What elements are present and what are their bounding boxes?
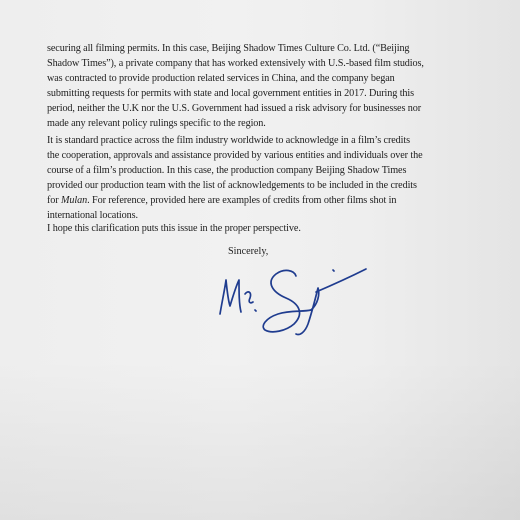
signature-stroke: [333, 270, 334, 271]
paragraph-line: course of a film’s production. In this case, the production company Beijing Shadow Times: [47, 165, 407, 176]
paragraph-line: I hope this clarification puts this issue in the proper perspective.: [47, 223, 301, 234]
paragraph-line: period, neither the U.K nor the U.S. Government had issued a risk advisory for businesses nor: [47, 103, 422, 114]
line-suffix: . For reference, provided here are examples of credits from other films shot in: [87, 195, 397, 206]
paragraph-line: provided our production team with the list of acknowledgements to be included in the credits: [47, 180, 417, 191]
closing-salutation: Sincerely,: [228, 246, 269, 257]
letter-paragraph-closing: [47, 221, 467, 236]
line-prefix: for: [47, 195, 62, 206]
handwritten-signature: [208, 254, 378, 344]
letter-paragraph-permits: [47, 41, 467, 131]
paragraph-line: securing all filming permits. In this case, Beijing Shadow Times Culture Co. Ltd. (“Beijing: [47, 43, 410, 54]
paragraph-line: was contracted to provide production related services in China, and the company began: [47, 73, 395, 84]
paragraph-line: It is standard practice across the film industry worldwide to acknowledge in a film’s credits: [47, 135, 411, 146]
paragraph-line: the cooperation, approvals and assistance provided by various entities and individuals over the: [47, 150, 423, 161]
signature-stroke: [220, 280, 241, 314]
paragraph-line: Shadow Times”), a private company that has worked extensively with U.S.-based film studios,: [47, 58, 424, 69]
paragraph-line: made any relevant policy rulings specific to the region.: [47, 118, 266, 129]
paragraph-line: [47, 193, 467, 208]
signature-stroke: [263, 270, 311, 331]
signature-stroke: [316, 269, 366, 292]
signature-stroke: [245, 292, 253, 303]
film-title: Mulan: [61, 195, 88, 206]
paragraph-line: international locations.: [47, 210, 138, 221]
paragraph-line: submitting requests for permits with state and local government entities in 2017. During this: [47, 88, 415, 99]
signature-stroke: [255, 310, 256, 311]
letter-paragraph-credits: [47, 133, 467, 223]
